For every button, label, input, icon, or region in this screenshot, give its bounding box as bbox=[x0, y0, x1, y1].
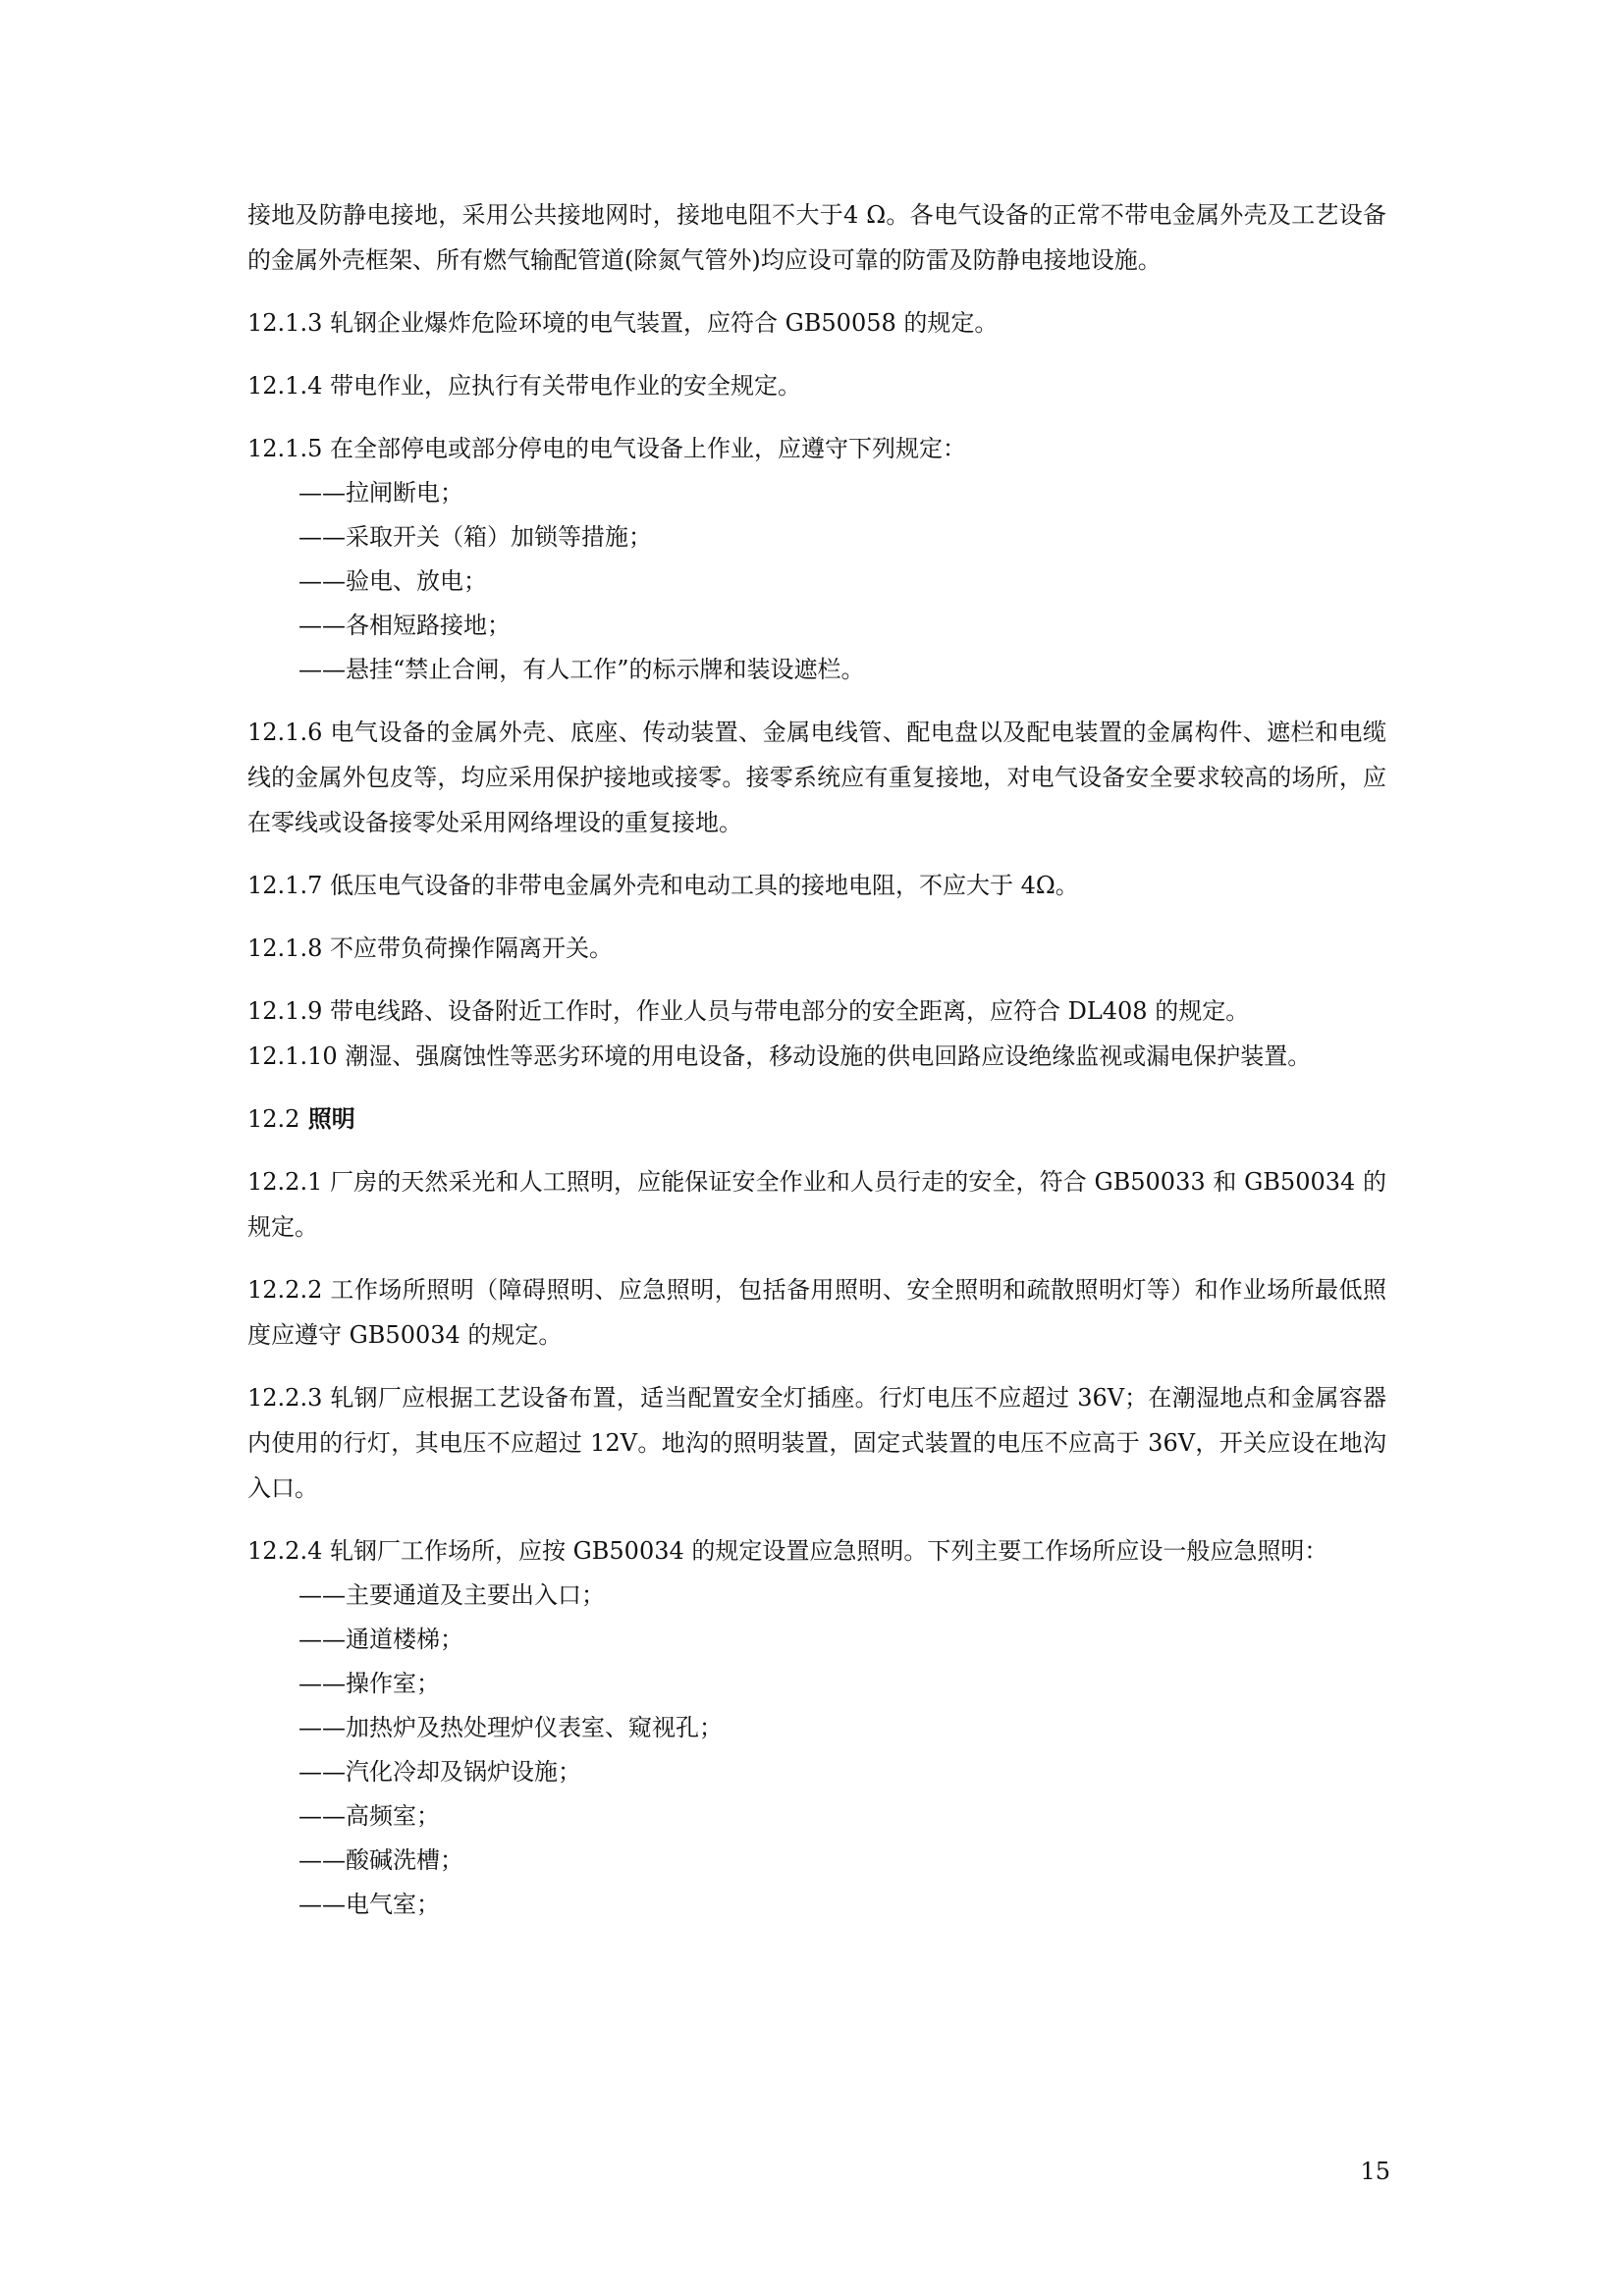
paragraph-12-1-6: 12.1.6 电气设备的金属外壳、底座、传动装置、金属电线管、配电盘以及配电装置的金属构件、遮栏和电缆线的金属外包皮等，均应采用保护接地或接零。接零系统应有重复接地，对电气设备安全要求较高的场所，应在零线或设备接零处采用网络埋设的重复接地。 bbox=[247, 719, 1386, 836]
list-item: ——通道楼梯； bbox=[298, 1626, 463, 1653]
list-item: ——加热炉及热处理炉仪表室、窥视孔； bbox=[298, 1714, 723, 1741]
list-item: ——验电、放电； bbox=[298, 567, 487, 595]
paragraph-12-2-2: 12.2.2 工作场所照明（障碍照明、应急照明，包括备用照明、安全照明和疏散照明灯等）和作业场所最低照度应遵守 GB50034 的规定。 bbox=[247, 1276, 1386, 1349]
list-item: ——采取开关（箱）加锁等措施； bbox=[298, 523, 652, 551]
section-title: 照明 bbox=[307, 1104, 355, 1133]
list-12-2-4 bbox=[247, 1574, 1386, 1927]
list-12-1-5 bbox=[247, 471, 1386, 692]
list-item: ——酸碱洗槽； bbox=[298, 1846, 463, 1874]
paragraph-12-1-5: 12.1.5 在全部停电或部分停电的电气设备上作业，应遵守下列规定： bbox=[247, 435, 966, 462]
list-item: ——悬挂“禁止合闸，有人工作”的标示牌和装设遮栏。 bbox=[298, 656, 865, 683]
paragraph-12-1-9: 12.1.9 带电线路、设备附近工作时，作业人员与带电部分的安全距离，应符合 DL408 的规定。 bbox=[247, 997, 1250, 1025]
list-item: ——拉闸断电； bbox=[298, 479, 463, 507]
section-heading-12-2 bbox=[247, 1096, 1386, 1142]
paragraph-grounding-continued: 接地及防静电接地，采用公共接地网时，接地电阻不大于4 Ω。各电气设备的正常不带电金属外壳及工艺设备的金属外壳框架、所有燃气输配管道(除氮气管外)均应设可靠的防雷及防静电接地设施。 bbox=[247, 201, 1386, 274]
page-number: 15 bbox=[1360, 2158, 1390, 2185]
list-item: ——高频室； bbox=[298, 1802, 440, 1830]
paragraph-12-2-3: 12.2.3 轧钢厂应根据工艺设备布置，适当配置安全灯插座。行灯电压不应超过 36V；在潮湿地点和金属容器内使用的行灯，其电压不应超过 12V。地沟的照明装置，固定式装置的电压不应高于 36V，开关应设在地沟入口。 bbox=[247, 1384, 1386, 1502]
section-number: 12.2 bbox=[247, 1105, 300, 1133]
paragraph-12-1-3: 12.1.3 轧钢企业爆炸危险环境的电气装置，应符合 GB50058 的规定。 bbox=[247, 309, 999, 337]
paragraph-12-1-8: 12.1.8 不应带负荷操作隔离开关。 bbox=[247, 934, 613, 962]
page-content bbox=[247, 192, 1386, 1945]
list-item: ——电气室； bbox=[298, 1891, 440, 1918]
list-item: ——各相短路接地； bbox=[298, 612, 511, 639]
paragraph-12-2-1: 12.2.1 厂房的天然采光和人工照明，应能保证安全作业和人员行走的安全，符合 GB50033 和 GB50034 的规定。 bbox=[247, 1168, 1386, 1241]
paragraph-12-1-4: 12.1.4 带电作业，应执行有关带电作业的安全规定。 bbox=[247, 372, 801, 400]
list-item: ——汽化冷却及锅炉设施； bbox=[298, 1758, 581, 1786]
paragraph-12-1-10: 12.1.10 潮湿、强腐蚀性等恶劣环境的用电设备，移动设施的供电回路应设绝缘监视或漏电保护装置。 bbox=[247, 1042, 1312, 1070]
list-item: ——操作室； bbox=[298, 1670, 440, 1697]
paragraph-12-1-7: 12.1.7 低压电气设备的非带电金属外壳和电动工具的接地电阻，不应大于 4Ω。 bbox=[247, 872, 1079, 899]
paragraph-12-2-4: 12.2.4 轧钢厂工作场所，应按 GB50034 的规定设置应急照明。下列主要工作场所应设一般应急照明： bbox=[247, 1537, 1328, 1565]
list-item: ——主要通道及主要出入口； bbox=[298, 1581, 605, 1609]
